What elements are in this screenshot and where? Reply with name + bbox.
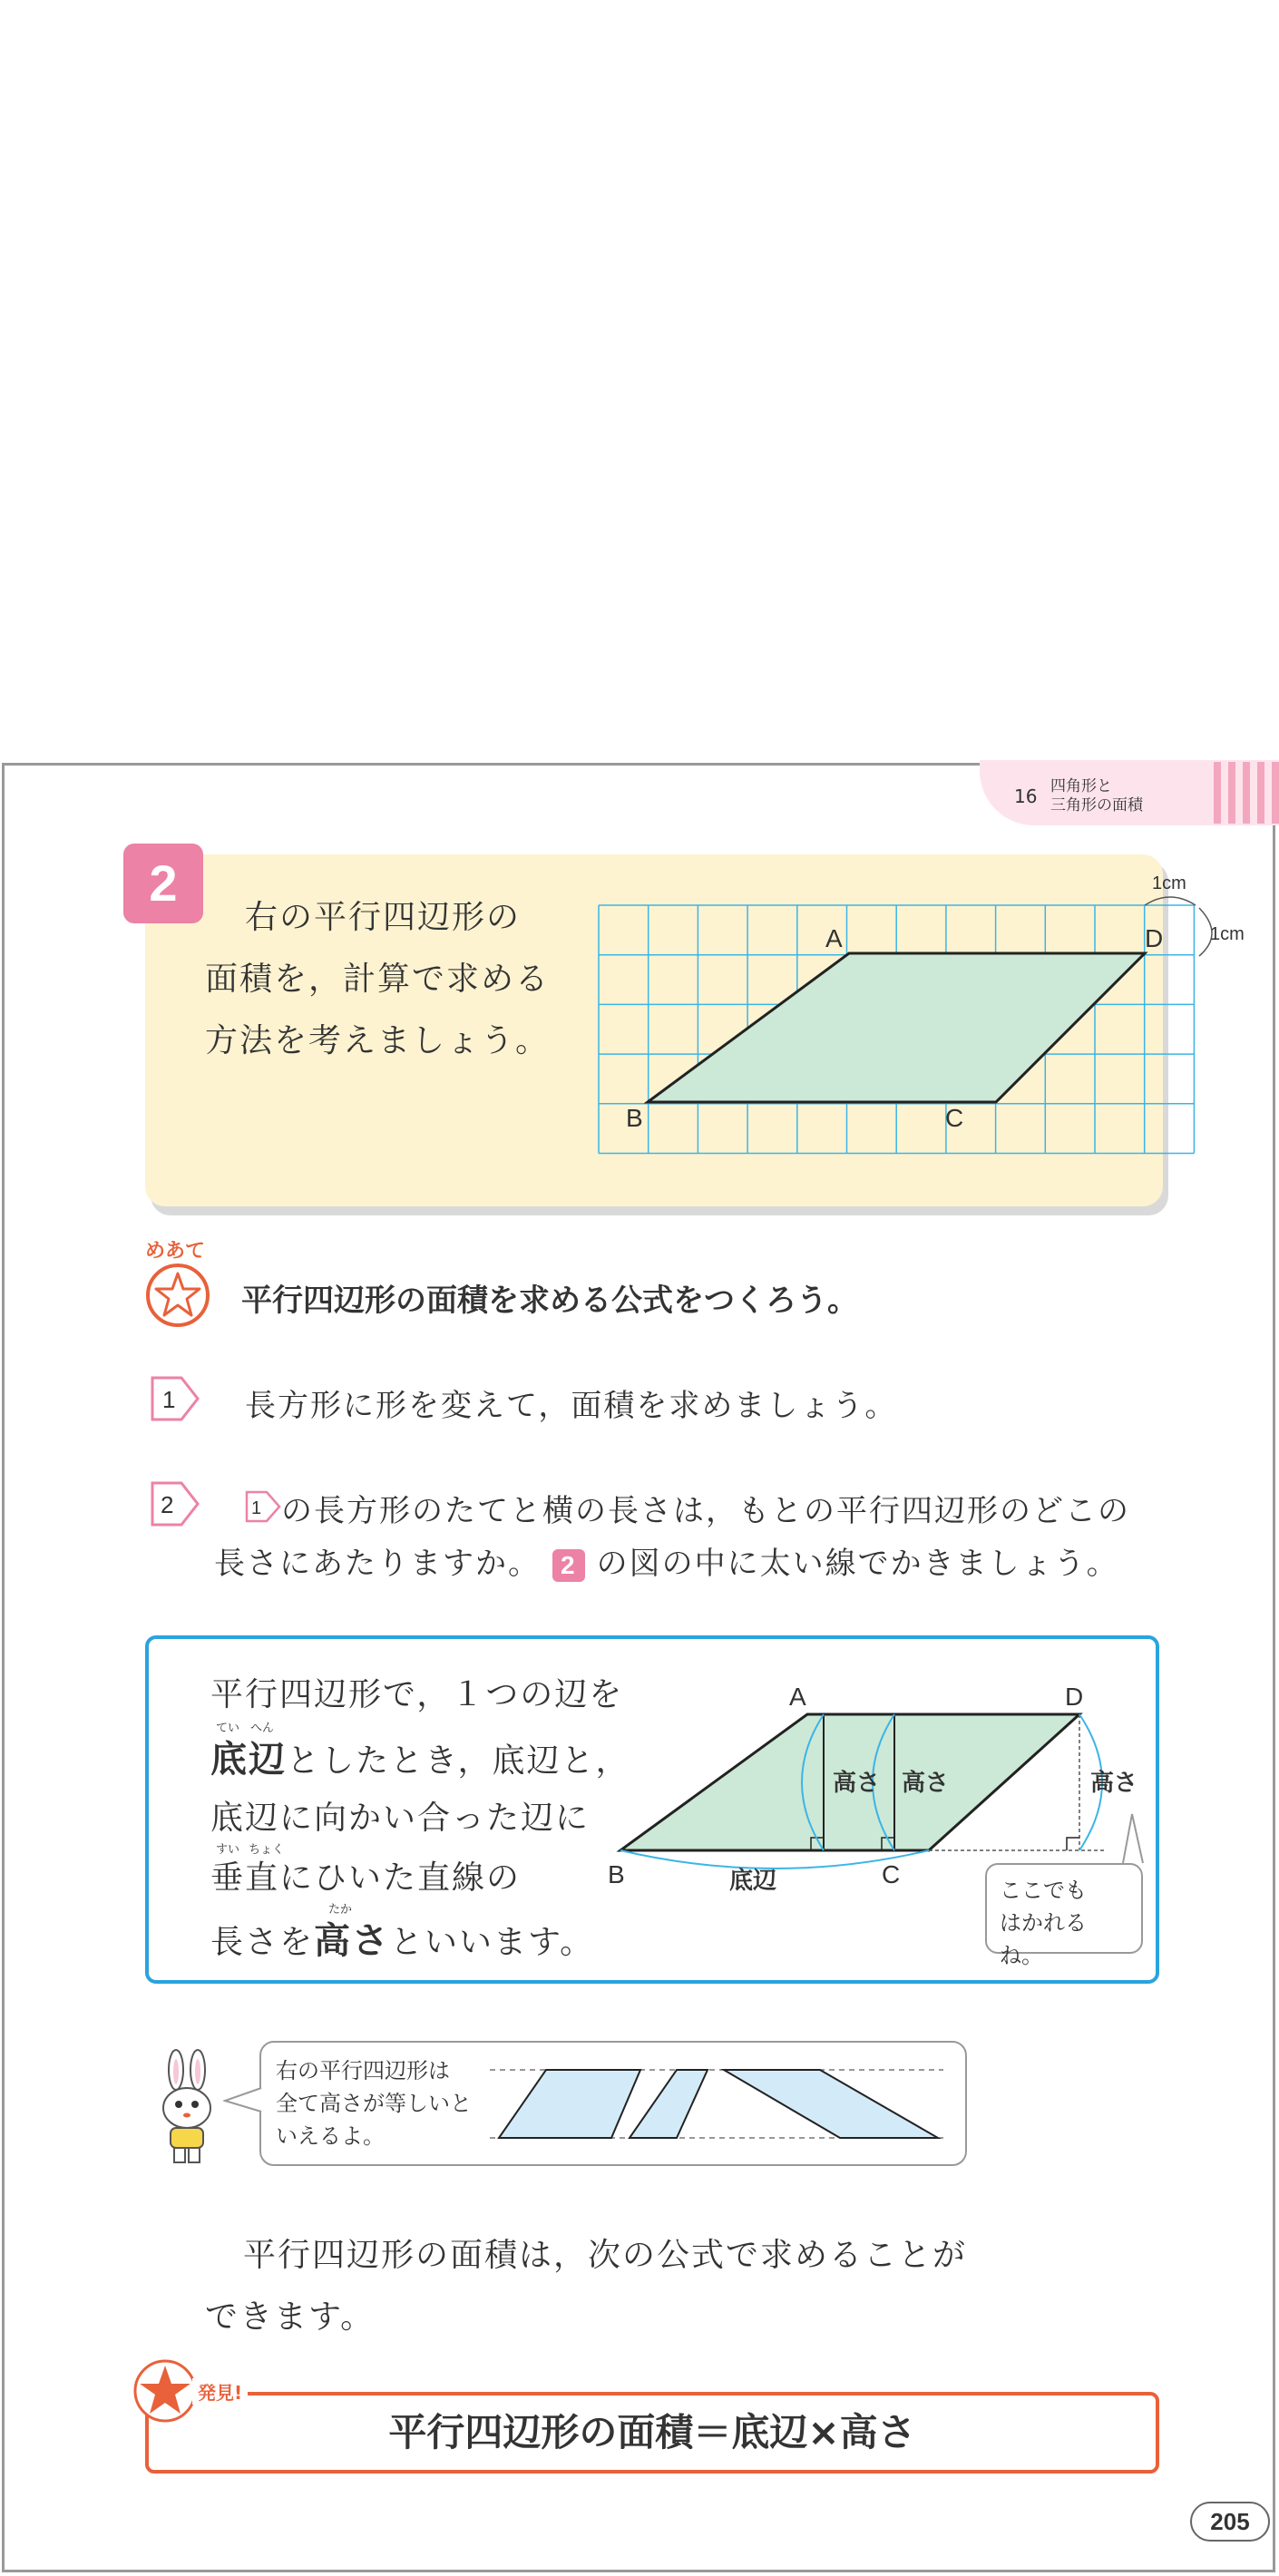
definition-line5	[210, 1912, 594, 1964]
definition-line4	[210, 1852, 521, 1898]
def-vertex-a: A	[789, 1683, 806, 1711]
meate-text: 平行四辺形の面積を求める公式をつくろう。	[241, 1283, 858, 1319]
question-line2: 面積を，計算で求める	[205, 961, 551, 998]
definition-line2	[210, 1731, 630, 1782]
star-circle-icon	[143, 1261, 212, 1330]
step-2-line2-after: の図の中に太い線でかきましょう。	[596, 1546, 1119, 1582]
vertex-b-label: B	[626, 1104, 643, 1132]
ruby-sui: すい	[216, 1843, 240, 1857]
conclusion-line2: できます。	[205, 2298, 376, 2336]
grid-figure	[581, 862, 1252, 1170]
callout-bubble	[985, 1863, 1143, 1968]
def-vertex-b: B	[608, 1860, 625, 1888]
shape-1	[499, 2070, 640, 2138]
formula-box: 平行四辺形の面積＝底辺×高さ	[145, 2392, 1159, 2474]
conclusion-line1: 平行四辺形の面積は，次の公式で求めることが	[243, 2237, 968, 2274]
vertex-c-label: C	[945, 1104, 964, 1132]
right-angle-3	[1067, 1838, 1079, 1850]
vertex-a-label: A	[825, 924, 843, 952]
step-2-line2-before: 長さにあたりますか。	[214, 1546, 541, 1582]
height-label-1: 高さ	[833, 1770, 881, 1797]
step-2-number: 2	[161, 1491, 174, 1518]
definition-line5-start: 長さを	[210, 1924, 315, 1961]
header-stripes	[1214, 762, 1279, 824]
ruby-hen: へん	[250, 1722, 275, 1735]
step-2-marker-icon	[151, 1481, 200, 1527]
equal-height-figure	[481, 2054, 952, 2153]
grid-unit-v: 1cm	[1210, 924, 1245, 944]
chapter-number: 16	[1014, 785, 1038, 807]
chapter-title-line2: 三角形の面積	[1050, 796, 1143, 815]
term-takasa: 高さ	[314, 1920, 391, 1962]
rabbit-speech-text	[276, 2054, 472, 2152]
chapter-title-line1: 四角形と	[1050, 777, 1112, 795]
bunny-line3: いえるよ。	[276, 2123, 385, 2149]
unit-bracket-h	[1145, 897, 1196, 905]
question-line1: 右の平行四辺形の	[245, 899, 522, 936]
speech-tail	[223, 2086, 263, 2113]
height-label-2: 高さ	[902, 1770, 950, 1797]
question-number: 2	[123, 844, 203, 923]
ruby-taka: たか	[328, 1903, 353, 1917]
discovery-badge: 発見!	[192, 2378, 248, 2405]
definition-line1: 平行四辺形で，１つの辺を	[210, 1676, 624, 1713]
step-2-line2	[214, 1538, 1119, 1583]
chapter-title	[1050, 777, 1143, 815]
def-vertex-c: C	[882, 1860, 901, 1888]
definition-line4-rest: にひいた直線の	[279, 1859, 522, 1897]
grid-unit-h: 1cm	[1152, 873, 1186, 893]
callout-line2: はかれるね。	[1000, 1910, 1087, 1968]
parallelogram-abcd	[648, 953, 1145, 1102]
step-1-text: 長方形に形を変えて，面積を求めましょう。	[245, 1388, 898, 1424]
step-ref-number: 1	[251, 1498, 262, 1518]
step-1-number: 1	[162, 1386, 176, 1413]
height-label-3: 高さ	[1090, 1770, 1138, 1797]
shape-2	[630, 2070, 708, 2138]
def-vertex-d: D	[1065, 1683, 1084, 1711]
question-line3: 方法を考えましょう。	[205, 1022, 551, 1059]
term-suichoku: 垂直	[210, 1859, 280, 1897]
callout-pointer	[1123, 1814, 1143, 1863]
base-label: 底辺	[729, 1868, 777, 1895]
shape-3	[724, 2070, 938, 2138]
meate-label: めあて	[145, 1240, 206, 1263]
star-discovery-icon	[132, 2358, 198, 2424]
step-ref-marker-icon	[245, 1490, 281, 1523]
question-ref-badge: 2	[552, 1549, 585, 1582]
callout-line1: ここでも	[1000, 1878, 1087, 1903]
step-1-marker-icon	[151, 1376, 200, 1421]
ruby-choku: ちょく	[249, 1843, 285, 1857]
term-teihen: 底辺	[210, 1739, 287, 1781]
page-number: 205	[1190, 2502, 1270, 2542]
bunny-line2: 全て高さが等しいと	[276, 2091, 472, 2116]
definition-line3: 底辺に向かい合った辺に	[210, 1800, 591, 1837]
ruby-tei: てい	[216, 1722, 240, 1735]
bunny-line1: 右の平行四辺形は	[276, 2058, 450, 2083]
definition-line5-end: といいます。	[390, 1924, 595, 1961]
question-text	[205, 887, 550, 1072]
step-2-line1: の長方形のたてと横の長さは，もとの平行四辺形のどこの	[281, 1493, 1130, 1529]
definition-line2-rest: としたとき，底辺と，	[287, 1742, 630, 1780]
rabbit-mascot-icon	[152, 2048, 225, 2168]
vertex-d-label: D	[1145, 924, 1164, 952]
